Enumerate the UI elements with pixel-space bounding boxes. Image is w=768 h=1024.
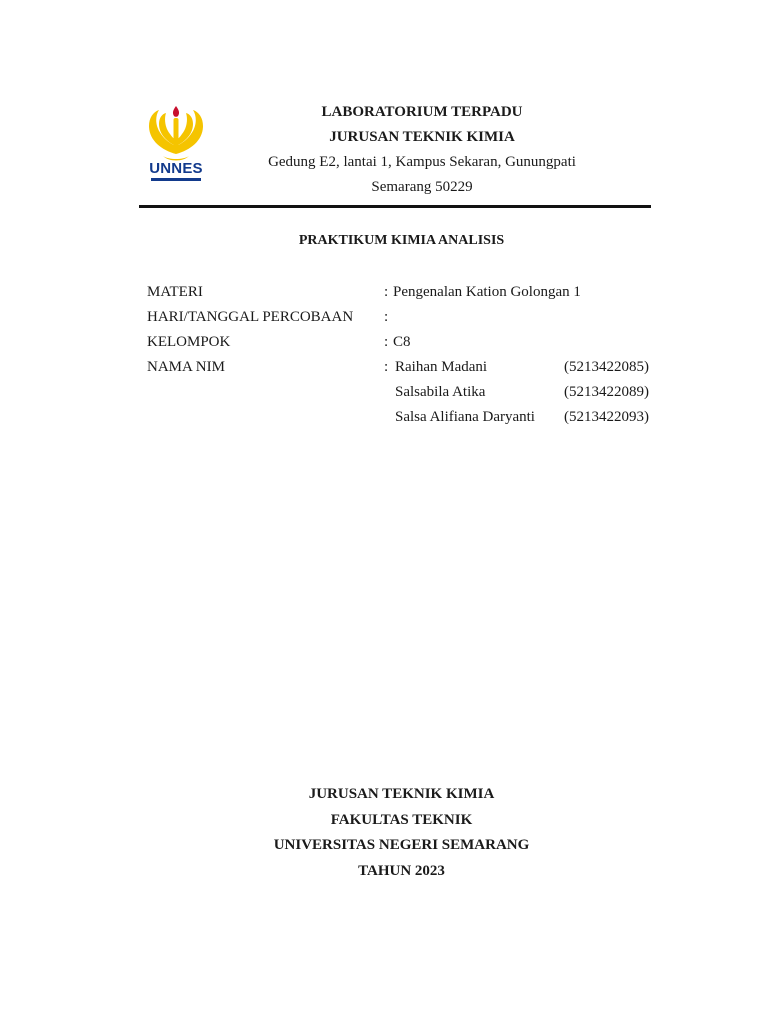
info-row-member xyxy=(147,405,657,430)
info-row-member xyxy=(147,355,657,380)
member-nim: (5213422089) xyxy=(564,384,649,400)
footer-university: UNIVERSITAS NEGERI SEMARANG xyxy=(273,837,530,853)
footer-faculty: FAKULTAS TEKNIK xyxy=(330,811,473,828)
member-name: Salsa Alifiana Daryanti xyxy=(395,409,535,425)
logo-text: UNNES xyxy=(149,160,203,177)
city-line: Semarang 50229 xyxy=(371,179,473,195)
member-nim: (5213422093) xyxy=(564,409,649,425)
department-name: JURUSAN TEKNIK KIMIA xyxy=(329,129,515,145)
info-row-materi xyxy=(147,280,657,305)
kelompok-label: KELOMPOK xyxy=(147,334,231,350)
header-divider xyxy=(139,205,651,208)
unnes-logo xyxy=(143,104,209,184)
info-row-member xyxy=(147,380,657,405)
materi-value: Pengenalan Kation Golongan 1 xyxy=(393,284,581,300)
member-name: Raihan Madani xyxy=(395,359,488,375)
materi-label: MATERI xyxy=(147,284,203,300)
unnes-emblem-icon xyxy=(143,104,209,164)
info-row-kelompok xyxy=(147,330,657,355)
institution-footer xyxy=(139,782,664,884)
colon: : xyxy=(384,284,389,300)
member-nim: (5213422085) xyxy=(564,359,649,375)
logo-underline xyxy=(151,178,201,181)
letterhead xyxy=(215,100,629,200)
member-name: Salsabila Atika xyxy=(395,384,486,400)
footer-department: JURUSAN TEKNIK KIMIA xyxy=(308,786,495,802)
lab-name: LABORATORIUM TERPADU xyxy=(321,104,523,120)
nama-label: NAMA NIM xyxy=(147,359,225,375)
footer-year: TAHUN 2023 xyxy=(358,862,445,879)
info-table xyxy=(147,280,657,430)
colon: : xyxy=(384,309,389,325)
kelompok-value: C8 xyxy=(393,334,411,350)
colon: : xyxy=(384,359,389,375)
info-row-tanggal xyxy=(147,305,657,330)
tanggal-label: HARI/TANGGAL PERCOBAAN xyxy=(147,309,354,325)
address-line: Gedung E2, lantai 1, Kampus Sekaran, Gunungpati xyxy=(268,154,576,170)
document-title: PRAKTIKUM KIMIA ANALISIS xyxy=(298,233,505,248)
colon: : xyxy=(384,334,389,350)
